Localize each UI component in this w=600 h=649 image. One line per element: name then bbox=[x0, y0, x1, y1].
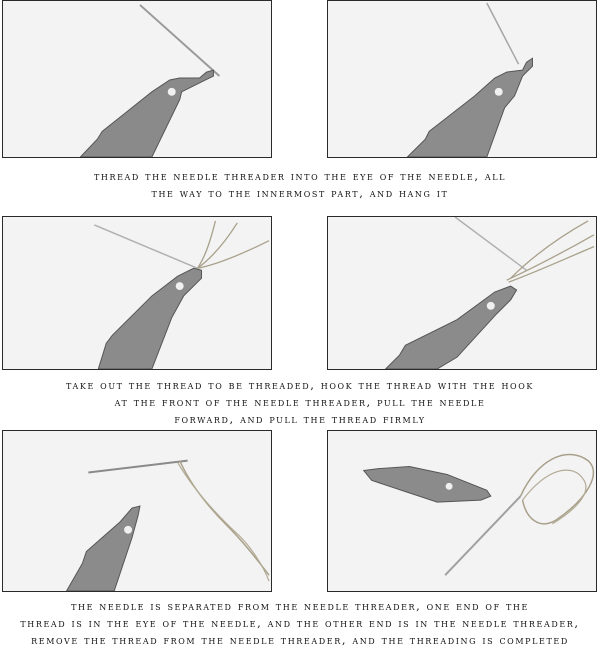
caption-step1 bbox=[0, 168, 600, 202]
caption-line: at the front of the needle threader, pull the needle bbox=[114, 395, 486, 409]
caption-line: the needle is separated from the needle threader, one end of the bbox=[71, 599, 529, 613]
caption-line: take out the thread to be threaded, hook the thread with the hook bbox=[66, 378, 534, 392]
caption-line: the way to the innermost part, and hang it bbox=[151, 186, 449, 200]
caption-line: thread the needle threader into the eye of the needle, all bbox=[93, 169, 507, 183]
needle-threader-illustration bbox=[328, 217, 596, 369]
caption-step3 bbox=[0, 598, 600, 649]
caption-line: forward, and pull the thread firmly bbox=[174, 412, 426, 426]
needle-threader-illustration bbox=[3, 217, 271, 369]
needle-threader-illustration bbox=[3, 1, 271, 157]
needle-threader-illustration bbox=[328, 1, 596, 157]
caption-step2 bbox=[0, 377, 600, 428]
photo-step2-right bbox=[327, 216, 597, 370]
caption-line: remove the thread from the needle threader, and the threading is completed bbox=[31, 633, 569, 647]
photo-step3-right bbox=[327, 430, 597, 592]
photo-step1-right bbox=[327, 0, 597, 158]
photo-step2-left bbox=[2, 216, 272, 370]
needle-and-threader-illustration bbox=[3, 431, 271, 591]
photo-step3-left bbox=[2, 430, 272, 592]
needle-and-threader-illustration bbox=[328, 431, 596, 591]
caption-line: thread is in the eye of the needle, and the other end is in the needle threader, bbox=[20, 616, 580, 630]
photo-step1-left bbox=[2, 0, 272, 158]
